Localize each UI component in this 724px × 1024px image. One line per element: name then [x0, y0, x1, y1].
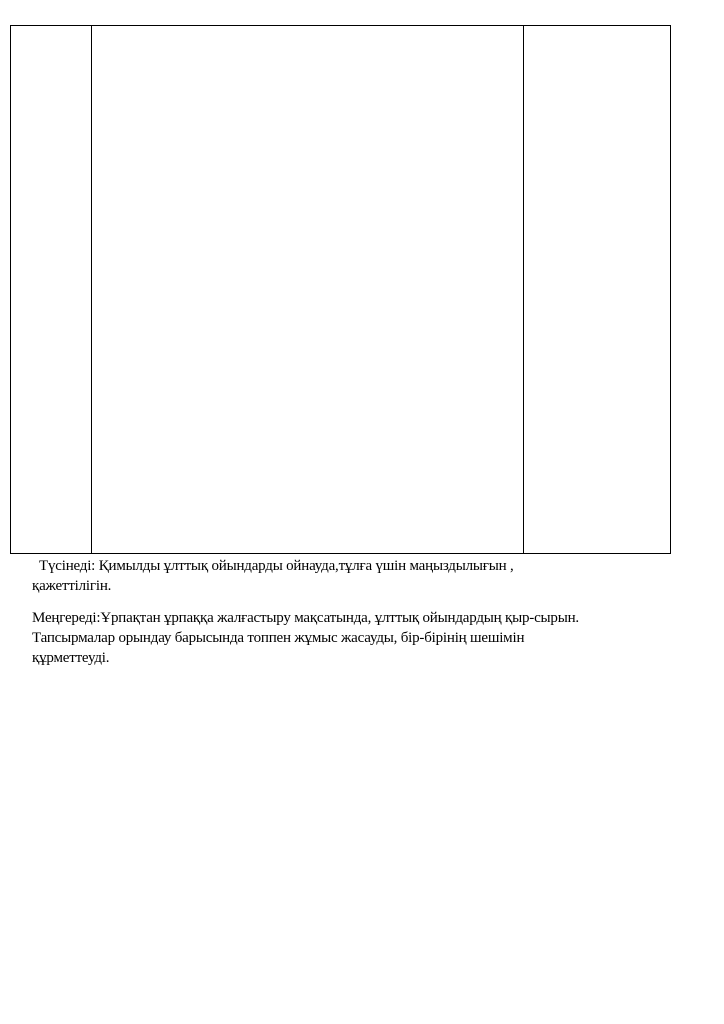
table-cell-3	[524, 26, 670, 553]
paragraph-line: Түсінеді: Қимылды ұлттық ойындарды ойнауда,тұлға үшін маңыздылығын ,	[39, 558, 514, 574]
paragraph-line: қажеттілігін.	[32, 578, 112, 594]
paragraph-line: құрметтеуді.	[32, 650, 110, 666]
table-cell-1	[11, 26, 91, 553]
paragraph-line: Тапсырмалар орындау барысында топпен жұмыс жасауды, бір-бірінің шешімін	[32, 630, 525, 646]
lesson-table	[10, 25, 671, 554]
understands-paragraph	[32, 556, 692, 596]
paragraph-line: Меңгереді:Ұрпақтан ұрпаққа жалғастыру мақсатында, ұлттық ойындардың қыр-сырын.	[32, 610, 579, 626]
table-cell-2	[92, 26, 523, 553]
masters-paragraph	[32, 608, 692, 668]
